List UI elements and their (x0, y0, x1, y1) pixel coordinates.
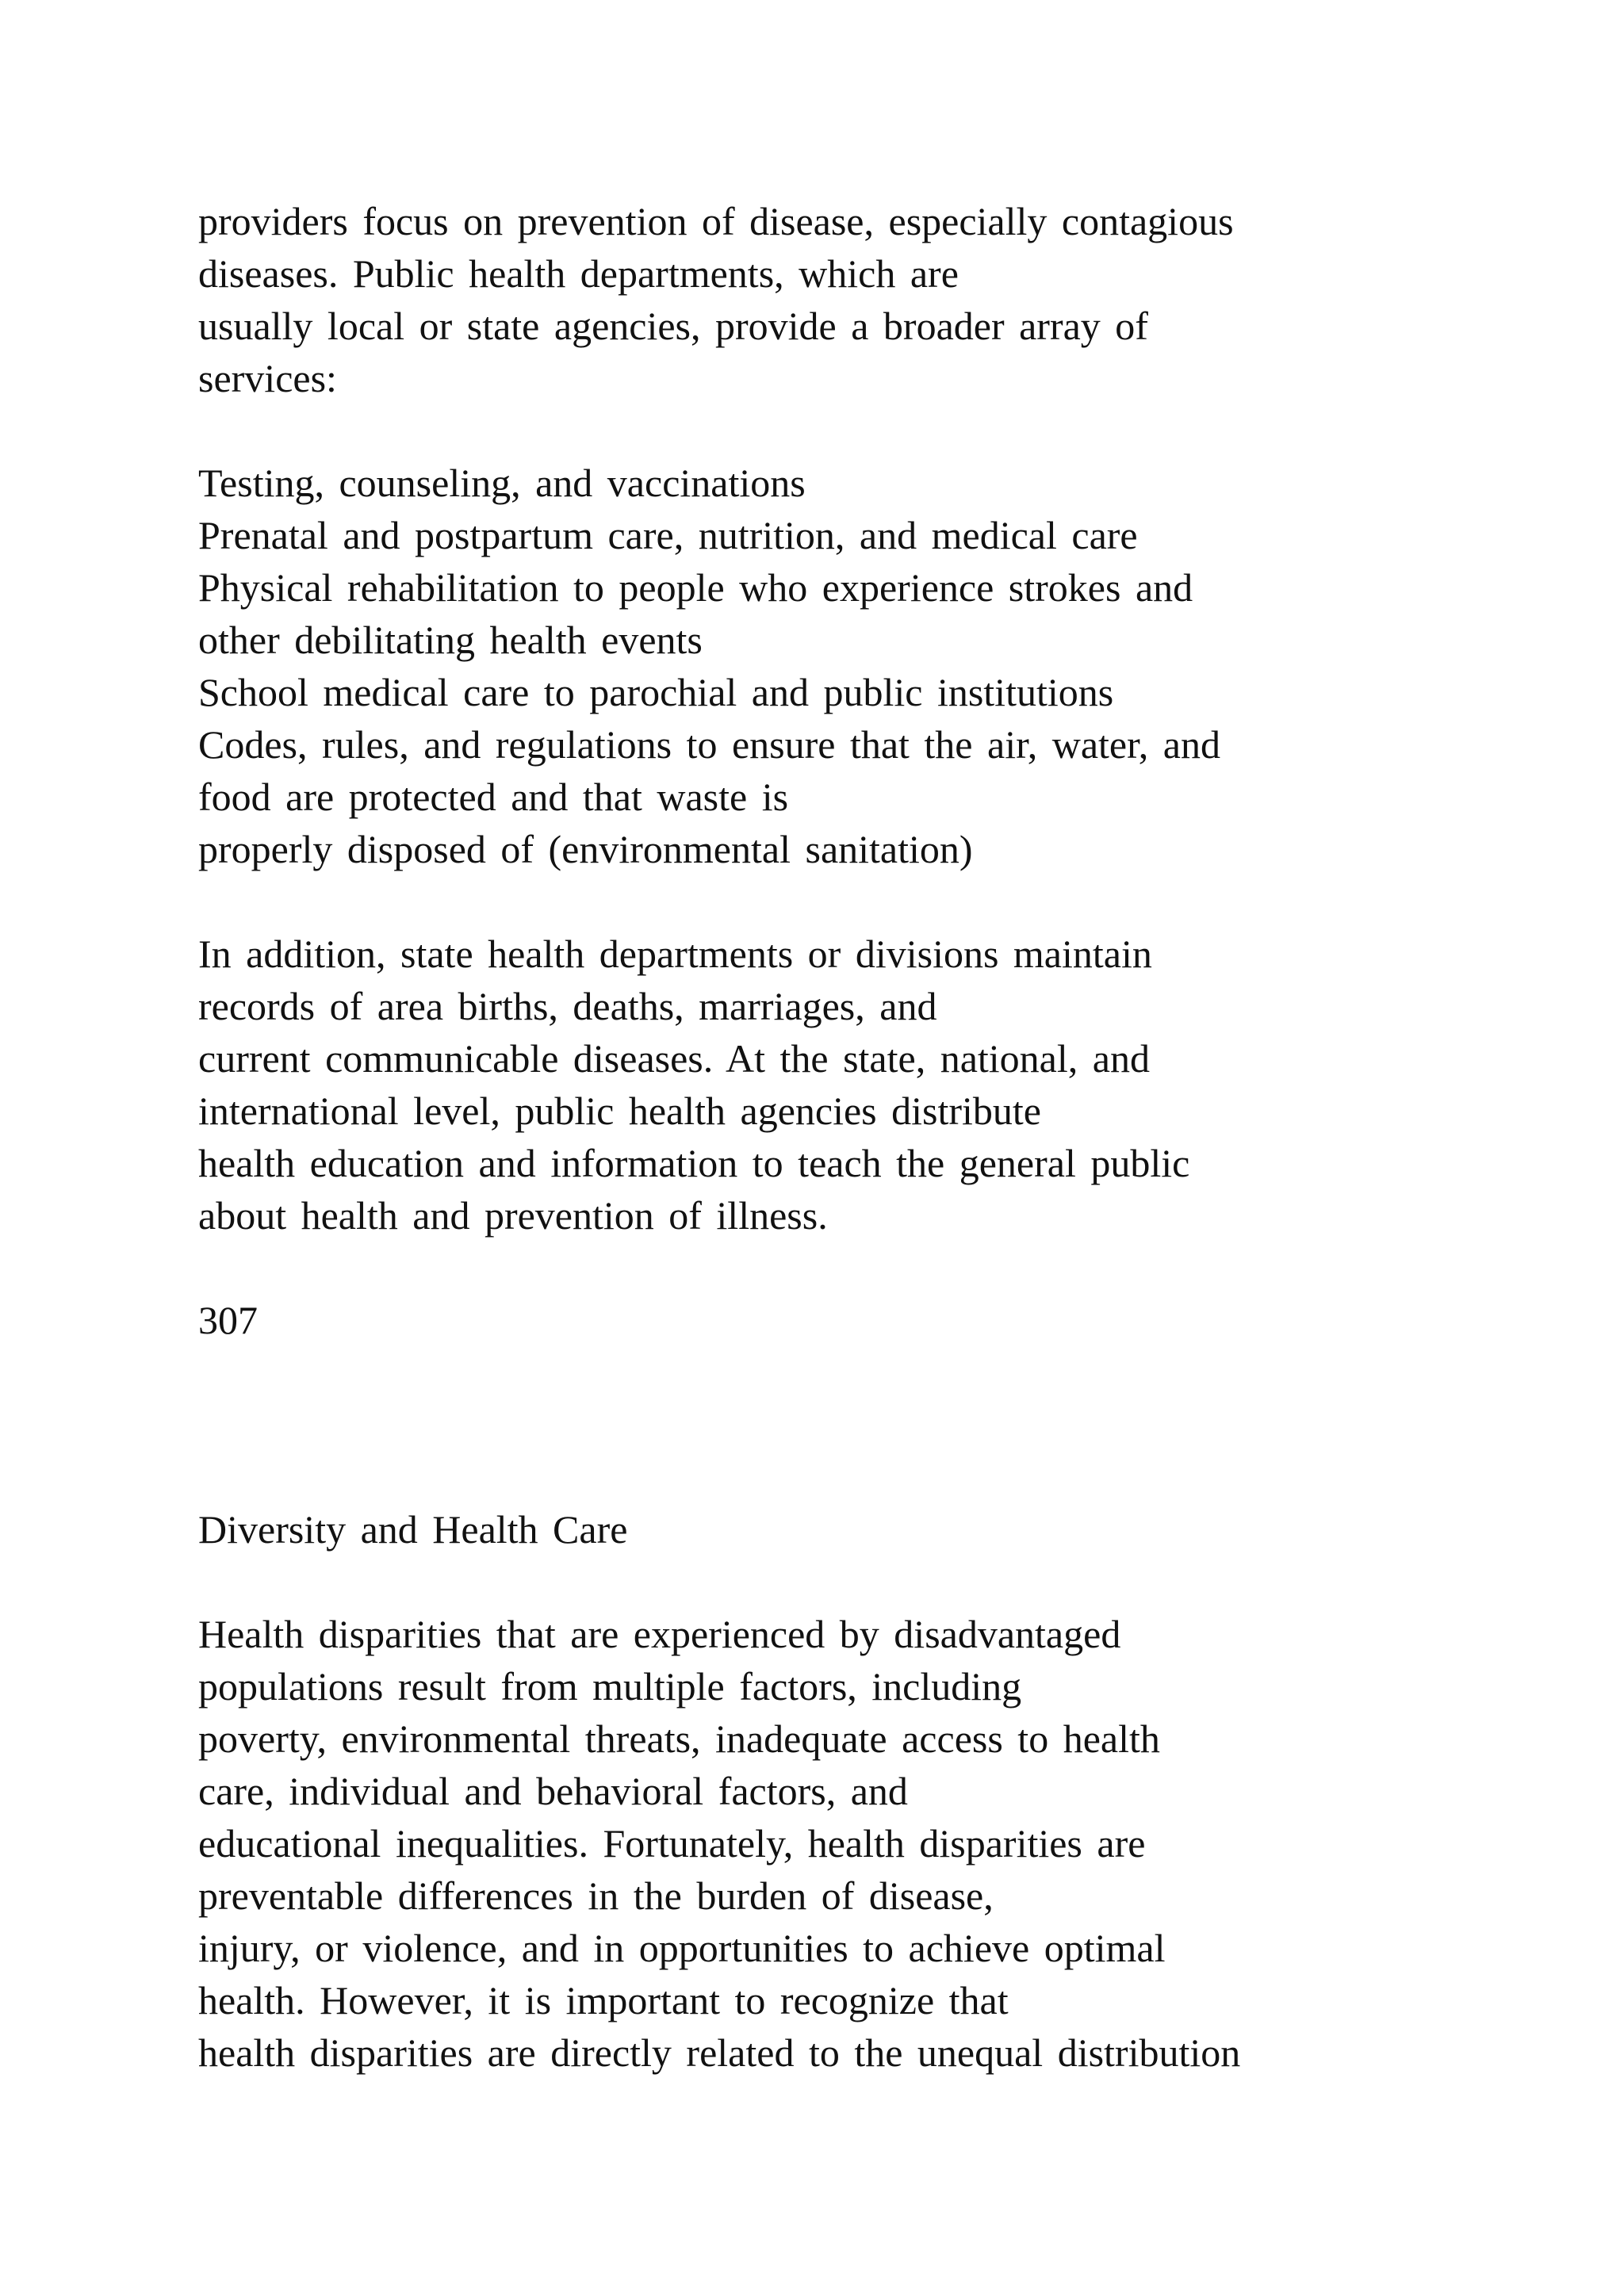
text-line: providers focus on prevention of disease, especially contagious (198, 199, 1234, 243)
paragraph-spacer (198, 404, 1594, 457)
list-item: other debilitating health events (198, 618, 703, 662)
page-number: 307 (198, 1298, 258, 1342)
text-line: educational inequalities. Fortunately, health disparities are (198, 1821, 1146, 1866)
list-item: School medical care to parochial and public institutions (198, 670, 1114, 714)
paragraph-prevention-intro (198, 195, 1594, 404)
text-line: diseases. Public health departments, which are (198, 251, 959, 296)
text-line: services: (198, 356, 337, 400)
paragraph-spacer (198, 1242, 1594, 1294)
text-line: Health disparities that are experienced by disadvantaged (198, 1612, 1121, 1656)
document-page (198, 195, 1594, 2079)
section-heading: Diversity and Health Care (198, 1507, 628, 1552)
paragraph-spacer (198, 1556, 1594, 1608)
text-line: preventable differences in the burden of disease, (198, 1873, 994, 1918)
text-line: In addition, state health departments or divisions maintain (198, 932, 1152, 976)
list-item: properly disposed of (environmental sanitation) (198, 827, 973, 871)
list-item: food are protected and that waste is (198, 775, 789, 819)
text-line: care, individual and behavioral factors, and (198, 1769, 908, 1813)
text-line: injury, or violence, and in opportunities to achieve optimal (198, 1926, 1166, 1970)
text-line: usually local or state agencies, provide a broader array of (198, 304, 1148, 348)
list-item: Testing, counseling, and vaccinations (198, 461, 806, 505)
services-list (198, 457, 1594, 875)
list-item: Physical rehabilitation to people who experience strokes and (198, 565, 1193, 610)
text-line: current communicable diseases. At the state, national, and (198, 1036, 1150, 1081)
text-line: records of area births, deaths, marriages, and (198, 984, 937, 1028)
text-line: about health and prevention of illness. (198, 1193, 828, 1238)
list-item: Prenatal and postpartum care, nutrition, and medical care (198, 513, 1138, 557)
text-line: populations result from multiple factors, including (198, 1664, 1022, 1709)
list-item: Codes, rules, and regulations to ensure that the air, water, and (198, 722, 1220, 767)
text-line: poverty, environmental threats, inadequate access to health (198, 1716, 1160, 1761)
paragraph-state-health-records (198, 928, 1594, 1242)
text-line: health. However, it is important to recognize that (198, 1978, 1009, 2022)
section-spacer (198, 1346, 1594, 1503)
text-line: international level, public health agencies distribute (198, 1089, 1041, 1133)
text-line: health education and information to teach the general public (198, 1141, 1190, 1185)
text-line: health disparities are directly related to the unequal distribution (198, 2030, 1241, 2075)
paragraph-health-disparities (198, 1608, 1594, 2079)
paragraph-spacer (198, 875, 1594, 928)
